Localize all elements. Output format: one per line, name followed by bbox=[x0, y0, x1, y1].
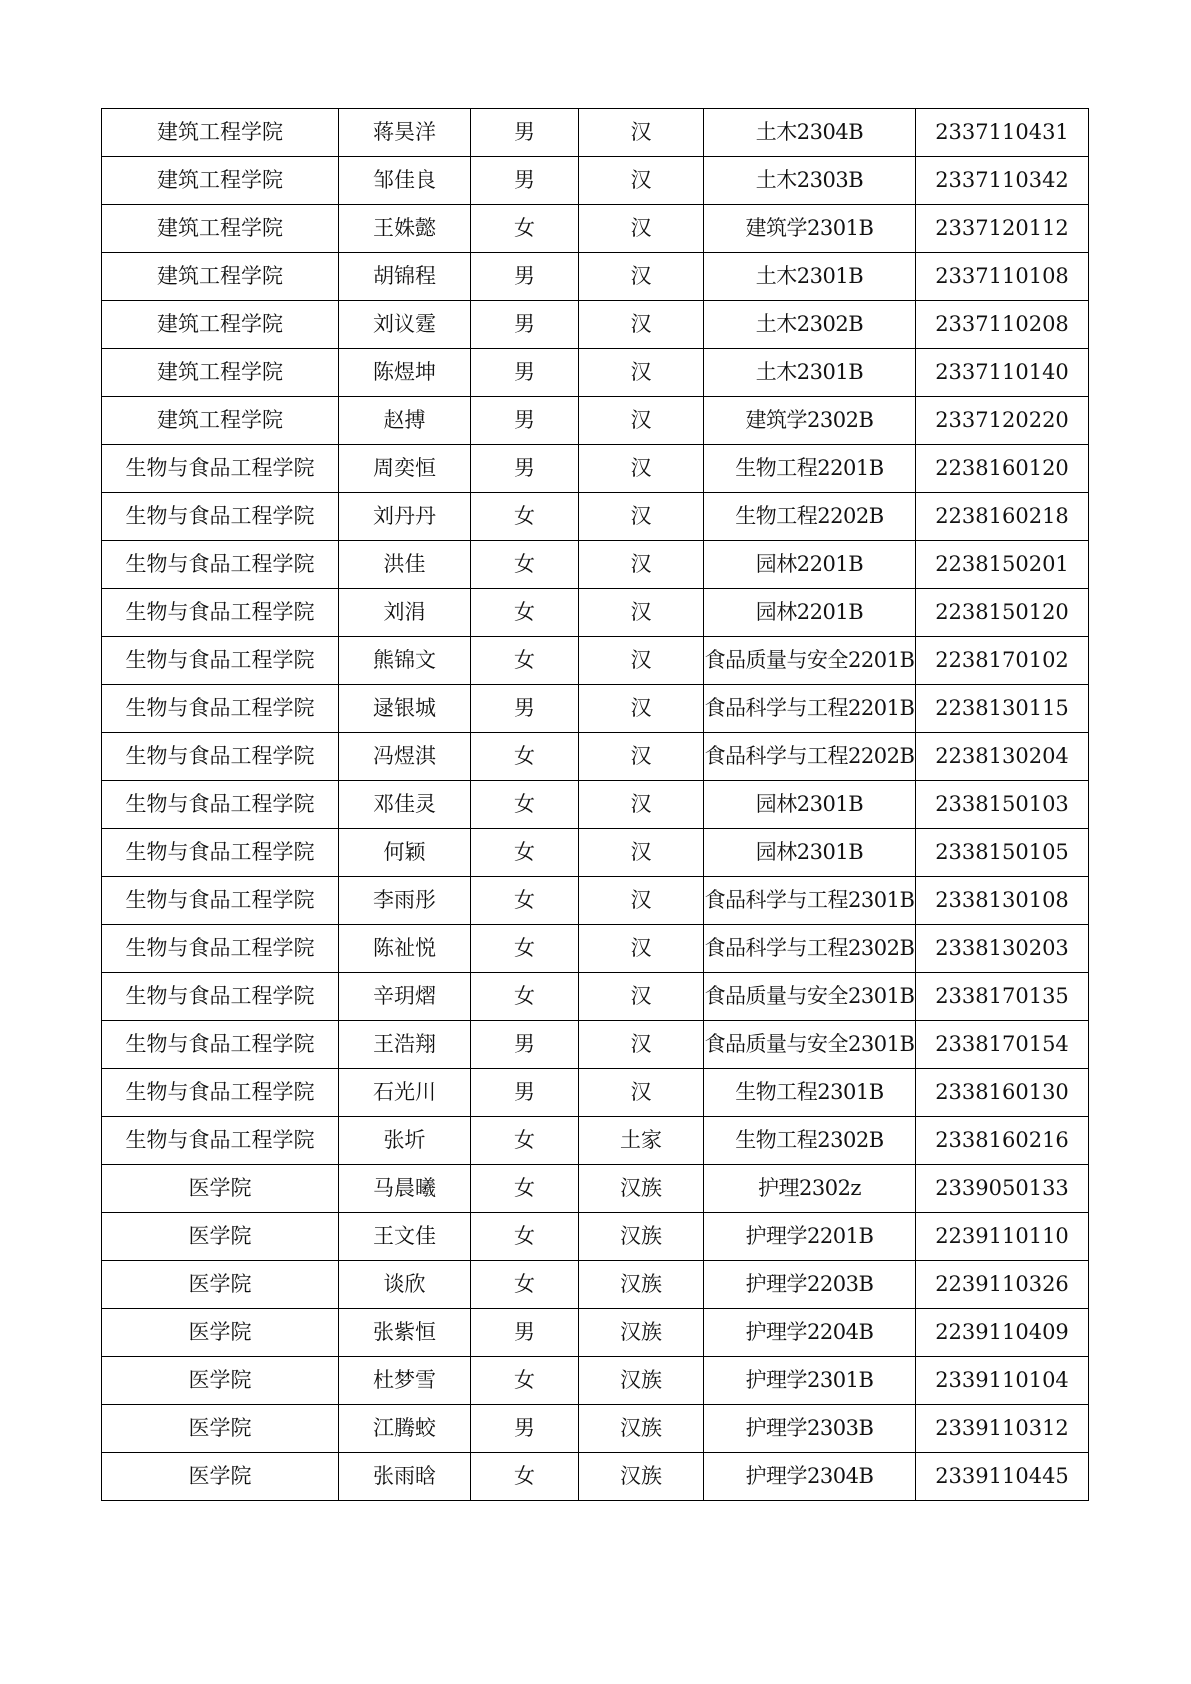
college-cell: 医学院 bbox=[102, 1357, 339, 1405]
name-cell: 刘议霆 bbox=[339, 301, 471, 349]
class-cell: 土木2301B bbox=[704, 253, 916, 301]
table-row bbox=[102, 157, 1089, 205]
student-id-cell: 2339110104 bbox=[916, 1357, 1089, 1405]
student-id-cell: 2338150105 bbox=[916, 829, 1089, 877]
ethnicity-cell: 汉 bbox=[579, 1021, 704, 1069]
table-row bbox=[102, 973, 1089, 1021]
gender-cell: 女 bbox=[471, 1453, 579, 1501]
gender-cell: 女 bbox=[471, 1357, 579, 1405]
gender-cell: 男 bbox=[471, 1069, 579, 1117]
college-cell: 生物与食品工程学院 bbox=[102, 637, 339, 685]
table-row bbox=[102, 877, 1089, 925]
name-cell: 李雨彤 bbox=[339, 877, 471, 925]
gender-cell: 女 bbox=[471, 205, 579, 253]
college-cell: 生物与食品工程学院 bbox=[102, 493, 339, 541]
ethnicity-cell: 汉 bbox=[579, 925, 704, 973]
class-cell: 食品科学与工程2201B bbox=[704, 685, 916, 733]
student-id-cell: 2338160130 bbox=[916, 1069, 1089, 1117]
ethnicity-cell: 汉 bbox=[579, 973, 704, 1021]
college-cell: 建筑工程学院 bbox=[102, 109, 339, 157]
college-cell: 建筑工程学院 bbox=[102, 205, 339, 253]
class-cell: 生物工程2301B bbox=[704, 1069, 916, 1117]
student-id-cell: 2338130108 bbox=[916, 877, 1089, 925]
name-cell: 石光川 bbox=[339, 1069, 471, 1117]
class-cell: 食品质量与安全2301B bbox=[704, 973, 916, 1021]
name-cell: 张紫恒 bbox=[339, 1309, 471, 1357]
ethnicity-cell: 汉 bbox=[579, 157, 704, 205]
student-id-cell: 2337110431 bbox=[916, 109, 1089, 157]
name-cell: 洪佳 bbox=[339, 541, 471, 589]
ethnicity-cell: 汉族 bbox=[579, 1453, 704, 1501]
class-cell: 土木2304B bbox=[704, 109, 916, 157]
roster-body bbox=[102, 109, 1089, 1501]
student-id-cell: 2338170135 bbox=[916, 973, 1089, 1021]
student-id-cell: 2238160120 bbox=[916, 445, 1089, 493]
gender-cell: 男 bbox=[471, 397, 579, 445]
college-cell: 生物与食品工程学院 bbox=[102, 541, 339, 589]
student-id-cell: 2337110108 bbox=[916, 253, 1089, 301]
college-cell: 生物与食品工程学院 bbox=[102, 781, 339, 829]
table-row bbox=[102, 445, 1089, 493]
student-id-cell: 2337120220 bbox=[916, 397, 1089, 445]
ethnicity-cell: 汉 bbox=[579, 445, 704, 493]
table-row bbox=[102, 925, 1089, 973]
name-cell: 谈欣 bbox=[339, 1261, 471, 1309]
gender-cell: 男 bbox=[471, 157, 579, 205]
table-row bbox=[102, 733, 1089, 781]
college-cell: 生物与食品工程学院 bbox=[102, 1021, 339, 1069]
name-cell: 王姝懿 bbox=[339, 205, 471, 253]
name-cell: 刘涓 bbox=[339, 589, 471, 637]
college-cell: 生物与食品工程学院 bbox=[102, 1117, 339, 1165]
class-cell: 园林2201B bbox=[704, 589, 916, 637]
student-id-cell: 2239110326 bbox=[916, 1261, 1089, 1309]
name-cell: 何颖 bbox=[339, 829, 471, 877]
ethnicity-cell: 汉 bbox=[579, 877, 704, 925]
gender-cell: 女 bbox=[471, 1261, 579, 1309]
student-id-cell: 2238130115 bbox=[916, 685, 1089, 733]
ethnicity-cell: 汉 bbox=[579, 205, 704, 253]
name-cell: 张雨晗 bbox=[339, 1453, 471, 1501]
class-cell: 食品质量与安全2201B bbox=[704, 637, 916, 685]
college-cell: 生物与食品工程学院 bbox=[102, 1069, 339, 1117]
name-cell: 邓佳灵 bbox=[339, 781, 471, 829]
name-cell: 蒋昊洋 bbox=[339, 109, 471, 157]
gender-cell: 男 bbox=[471, 253, 579, 301]
class-cell: 护理学2201B bbox=[704, 1213, 916, 1261]
gender-cell: 女 bbox=[471, 493, 579, 541]
name-cell: 辛玥熠 bbox=[339, 973, 471, 1021]
college-cell: 生物与食品工程学院 bbox=[102, 973, 339, 1021]
gender-cell: 男 bbox=[471, 685, 579, 733]
table-row bbox=[102, 1165, 1089, 1213]
ethnicity-cell: 汉 bbox=[579, 301, 704, 349]
college-cell: 医学院 bbox=[102, 1261, 339, 1309]
table-row bbox=[102, 1309, 1089, 1357]
student-id-cell: 2337120112 bbox=[916, 205, 1089, 253]
gender-cell: 男 bbox=[471, 1021, 579, 1069]
table-row bbox=[102, 1453, 1089, 1501]
table-row bbox=[102, 1357, 1089, 1405]
table-row bbox=[102, 829, 1089, 877]
gender-cell: 男 bbox=[471, 1309, 579, 1357]
ethnicity-cell: 汉族 bbox=[579, 1357, 704, 1405]
ethnicity-cell: 汉族 bbox=[579, 1309, 704, 1357]
class-cell: 土木2303B bbox=[704, 157, 916, 205]
table-row bbox=[102, 109, 1089, 157]
name-cell: 陈祉悦 bbox=[339, 925, 471, 973]
class-cell: 土木2301B bbox=[704, 349, 916, 397]
name-cell: 陈煜坤 bbox=[339, 349, 471, 397]
class-cell: 建筑学2301B bbox=[704, 205, 916, 253]
name-cell: 熊锦文 bbox=[339, 637, 471, 685]
ethnicity-cell: 汉 bbox=[579, 493, 704, 541]
table-row bbox=[102, 685, 1089, 733]
class-cell: 建筑学2302B bbox=[704, 397, 916, 445]
college-cell: 建筑工程学院 bbox=[102, 349, 339, 397]
student-id-cell: 2238130204 bbox=[916, 733, 1089, 781]
table-row bbox=[102, 1213, 1089, 1261]
ethnicity-cell: 汉 bbox=[579, 733, 704, 781]
name-cell: 赵搏 bbox=[339, 397, 471, 445]
table-row bbox=[102, 397, 1089, 445]
ethnicity-cell: 汉族 bbox=[579, 1261, 704, 1309]
college-cell: 医学院 bbox=[102, 1405, 339, 1453]
student-id-cell: 2239110110 bbox=[916, 1213, 1089, 1261]
table-row bbox=[102, 1117, 1089, 1165]
gender-cell: 女 bbox=[471, 1213, 579, 1261]
name-cell: 王浩翔 bbox=[339, 1021, 471, 1069]
ethnicity-cell: 汉 bbox=[579, 685, 704, 733]
student-id-cell: 2238170102 bbox=[916, 637, 1089, 685]
student-id-cell: 2238160218 bbox=[916, 493, 1089, 541]
table-row bbox=[102, 781, 1089, 829]
student-roster-table bbox=[101, 108, 1089, 1501]
name-cell: 王文佳 bbox=[339, 1213, 471, 1261]
ethnicity-cell: 汉族 bbox=[579, 1213, 704, 1261]
table-row bbox=[102, 205, 1089, 253]
class-cell: 食品科学与工程2302B bbox=[704, 925, 916, 973]
student-id-cell: 2338160216 bbox=[916, 1117, 1089, 1165]
gender-cell: 男 bbox=[471, 109, 579, 157]
gender-cell: 女 bbox=[471, 877, 579, 925]
gender-cell: 男 bbox=[471, 301, 579, 349]
ethnicity-cell: 汉 bbox=[579, 541, 704, 589]
class-cell: 护理2302z bbox=[704, 1165, 916, 1213]
student-id-cell: 2238150120 bbox=[916, 589, 1089, 637]
class-cell: 护理学2303B bbox=[704, 1405, 916, 1453]
college-cell: 生物与食品工程学院 bbox=[102, 829, 339, 877]
ethnicity-cell: 汉 bbox=[579, 253, 704, 301]
class-cell: 园林2301B bbox=[704, 829, 916, 877]
ethnicity-cell: 汉 bbox=[579, 109, 704, 157]
student-id-cell: 2337110342 bbox=[916, 157, 1089, 205]
gender-cell: 女 bbox=[471, 733, 579, 781]
name-cell: 刘丹丹 bbox=[339, 493, 471, 541]
table-row bbox=[102, 541, 1089, 589]
student-id-cell: 2239110409 bbox=[916, 1309, 1089, 1357]
ethnicity-cell: 汉 bbox=[579, 349, 704, 397]
gender-cell: 女 bbox=[471, 1117, 579, 1165]
class-cell: 食品科学与工程2202B bbox=[704, 733, 916, 781]
name-cell: 张圻 bbox=[339, 1117, 471, 1165]
ethnicity-cell: 汉 bbox=[579, 589, 704, 637]
name-cell: 周奕恒 bbox=[339, 445, 471, 493]
class-cell: 护理学2204B bbox=[704, 1309, 916, 1357]
class-cell: 护理学2304B bbox=[704, 1453, 916, 1501]
student-id-cell: 2337110208 bbox=[916, 301, 1089, 349]
gender-cell: 女 bbox=[471, 1165, 579, 1213]
ethnicity-cell: 汉 bbox=[579, 637, 704, 685]
class-cell: 生物工程2302B bbox=[704, 1117, 916, 1165]
student-id-cell: 2337110140 bbox=[916, 349, 1089, 397]
name-cell: 逯银城 bbox=[339, 685, 471, 733]
table-row bbox=[102, 1069, 1089, 1117]
table-row bbox=[102, 1021, 1089, 1069]
college-cell: 建筑工程学院 bbox=[102, 397, 339, 445]
class-cell: 园林2201B bbox=[704, 541, 916, 589]
college-cell: 生物与食品工程学院 bbox=[102, 685, 339, 733]
student-id-cell: 2338150103 bbox=[916, 781, 1089, 829]
gender-cell: 女 bbox=[471, 589, 579, 637]
table-row bbox=[102, 493, 1089, 541]
ethnicity-cell: 汉族 bbox=[579, 1405, 704, 1453]
gender-cell: 男 bbox=[471, 445, 579, 493]
class-cell: 食品质量与安全2301B bbox=[704, 1021, 916, 1069]
student-id-cell: 2238150201 bbox=[916, 541, 1089, 589]
college-cell: 医学院 bbox=[102, 1213, 339, 1261]
college-cell: 医学院 bbox=[102, 1453, 339, 1501]
college-cell: 建筑工程学院 bbox=[102, 157, 339, 205]
college-cell: 医学院 bbox=[102, 1165, 339, 1213]
gender-cell: 男 bbox=[471, 349, 579, 397]
class-cell: 园林2301B bbox=[704, 781, 916, 829]
name-cell: 胡锦程 bbox=[339, 253, 471, 301]
class-cell: 生物工程2201B bbox=[704, 445, 916, 493]
college-cell: 生物与食品工程学院 bbox=[102, 445, 339, 493]
table-row bbox=[102, 637, 1089, 685]
name-cell: 杜梦雪 bbox=[339, 1357, 471, 1405]
name-cell: 邹佳良 bbox=[339, 157, 471, 205]
college-cell: 建筑工程学院 bbox=[102, 253, 339, 301]
ethnicity-cell: 汉 bbox=[579, 1069, 704, 1117]
ethnicity-cell: 汉族 bbox=[579, 1165, 704, 1213]
class-cell: 食品科学与工程2301B bbox=[704, 877, 916, 925]
table-row bbox=[102, 301, 1089, 349]
college-cell: 生物与食品工程学院 bbox=[102, 925, 339, 973]
gender-cell: 女 bbox=[471, 637, 579, 685]
class-cell: 土木2302B bbox=[704, 301, 916, 349]
college-cell: 生物与食品工程学院 bbox=[102, 877, 339, 925]
ethnicity-cell: 汉 bbox=[579, 781, 704, 829]
name-cell: 冯煜淇 bbox=[339, 733, 471, 781]
student-id-cell: 2339110445 bbox=[916, 1453, 1089, 1501]
ethnicity-cell: 土家 bbox=[579, 1117, 704, 1165]
gender-cell: 女 bbox=[471, 829, 579, 877]
table-row bbox=[102, 253, 1089, 301]
gender-cell: 女 bbox=[471, 781, 579, 829]
gender-cell: 男 bbox=[471, 1405, 579, 1453]
ethnicity-cell: 汉 bbox=[579, 397, 704, 445]
college-cell: 医学院 bbox=[102, 1309, 339, 1357]
student-id-cell: 2339050133 bbox=[916, 1165, 1089, 1213]
student-id-cell: 2338170154 bbox=[916, 1021, 1089, 1069]
class-cell: 护理学2203B bbox=[704, 1261, 916, 1309]
college-cell: 建筑工程学院 bbox=[102, 301, 339, 349]
college-cell: 生物与食品工程学院 bbox=[102, 589, 339, 637]
class-cell: 护理学2301B bbox=[704, 1357, 916, 1405]
college-cell: 生物与食品工程学院 bbox=[102, 733, 339, 781]
table-row bbox=[102, 1405, 1089, 1453]
gender-cell: 女 bbox=[471, 541, 579, 589]
student-id-cell: 2338130203 bbox=[916, 925, 1089, 973]
table-row bbox=[102, 349, 1089, 397]
name-cell: 马晨曦 bbox=[339, 1165, 471, 1213]
table-row bbox=[102, 1261, 1089, 1309]
student-id-cell: 2339110312 bbox=[916, 1405, 1089, 1453]
name-cell: 江腾蛟 bbox=[339, 1405, 471, 1453]
gender-cell: 女 bbox=[471, 925, 579, 973]
class-cell: 生物工程2202B bbox=[704, 493, 916, 541]
ethnicity-cell: 汉 bbox=[579, 829, 704, 877]
gender-cell: 女 bbox=[471, 973, 579, 1021]
table-row bbox=[102, 589, 1089, 637]
